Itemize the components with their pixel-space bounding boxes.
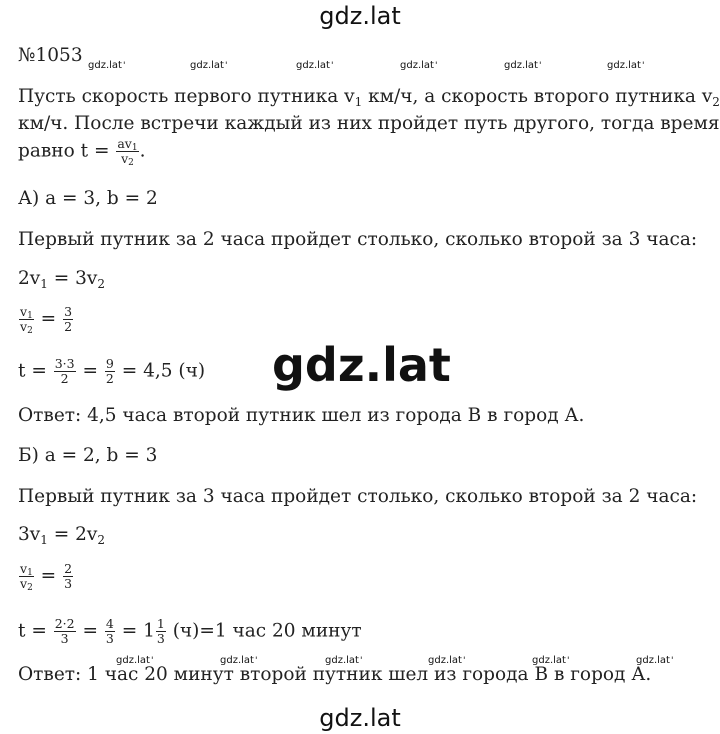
watermark-small: gdz.lat ' xyxy=(325,655,362,666)
watermark-small: gdz.lat ' xyxy=(504,60,541,71)
part-a-ratio: $\frac{v_1}{v_2}$ = $\frac{3}{2}$ xyxy=(20,304,73,336)
watermark-center: gdz.lat xyxy=(272,338,451,392)
watermark-top: gdz.lat xyxy=(319,2,401,30)
intro-line-2: км/ч. После встречи каждый из них пройдет путь другого, тогда время xyxy=(18,113,720,134)
part-b-answer: Ответ: 1 час 20 минут второй путник шел из города В в город А. xyxy=(18,664,652,685)
watermark-small: gdz.lat ' xyxy=(532,655,569,666)
fraction-time-2: $\frac{9}{2}$ xyxy=(105,356,114,386)
watermark-small: gdz.lat ' xyxy=(116,655,153,666)
part-a-answer: Ответ: 4,5 часа второй путник шел из города В в город А. xyxy=(18,405,585,426)
problem-number: №1053 xyxy=(18,45,83,66)
watermark-small: gdz.lat ' xyxy=(428,655,465,666)
watermark-small: gdz.lat ' xyxy=(636,655,673,666)
intro-line-1: Пусть скорость первого путника $v_1$ км/ч, а скорость второго путника $v_2$ xyxy=(18,86,720,109)
part-b-statement: Первый путник за 3 часа пройдет столько, сколько второй за 2 часа: xyxy=(18,486,698,507)
part-b-time: t = $\frac{2\cdot 2}{3}$ = $\frac{4}{3}$ = 1 $\frac{1}{3}$ (ч)=1 час 20 минут xyxy=(18,616,362,646)
part-b-header: Б) a = 2, b = 3 xyxy=(18,445,158,466)
watermark-small: gdz.lat ' xyxy=(190,60,227,71)
part-b-ratio: $\frac{v_1}{v_2}$ = $\frac{2}{3}$ xyxy=(20,561,73,593)
watermark-small: gdz.lat ' xyxy=(607,60,644,71)
part-b-equation: $3v_1 = 2v_2$ xyxy=(18,524,105,547)
watermark-bottom: gdz.lat xyxy=(319,704,401,732)
intro-line-3: равно t = $\frac{av_1}{v_2}$ . xyxy=(18,136,146,168)
part-a-equation: $2v_1 = 3v_2$ xyxy=(18,268,105,291)
fraction-ratio-value: $\frac{2}{3}$ xyxy=(64,561,73,591)
fraction-time-1: $\frac{2\cdot 2}{3}$ xyxy=(54,616,75,646)
watermark-small: gdz.lat ' xyxy=(220,655,257,666)
fraction-time-3: $\frac{1}{3}$ xyxy=(156,616,165,646)
fraction-time-2: $\frac{4}{3}$ xyxy=(105,616,114,646)
watermark-small: gdz.lat ' xyxy=(296,60,333,71)
fraction-time-1: $\frac{3\cdot 3}{2}$ xyxy=(54,356,75,386)
fraction-ratio: $\frac{v_1}{v_2}$ xyxy=(20,561,33,593)
part-a-statement: Первый путник за 2 часа пройдет столько, сколько второй за 3 часа: xyxy=(18,229,698,250)
watermark-small: gdz.lat ' xyxy=(400,60,437,71)
watermark-small: gdz.lat ' xyxy=(88,60,125,71)
fraction-ratio: $\frac{v_1}{v_2}$ xyxy=(20,304,33,336)
fraction-ratio-value: $\frac{3}{2}$ xyxy=(64,304,73,334)
part-a-time: t = $\frac{3\cdot 3}{2}$ = $\frac{9}{2}$ = 4,5 (ч) xyxy=(18,356,206,386)
fraction-time-formula: $\frac{av_1}{v_2}$ xyxy=(117,136,138,168)
part-a-header: А) a = 3, b = 2 xyxy=(18,188,158,209)
